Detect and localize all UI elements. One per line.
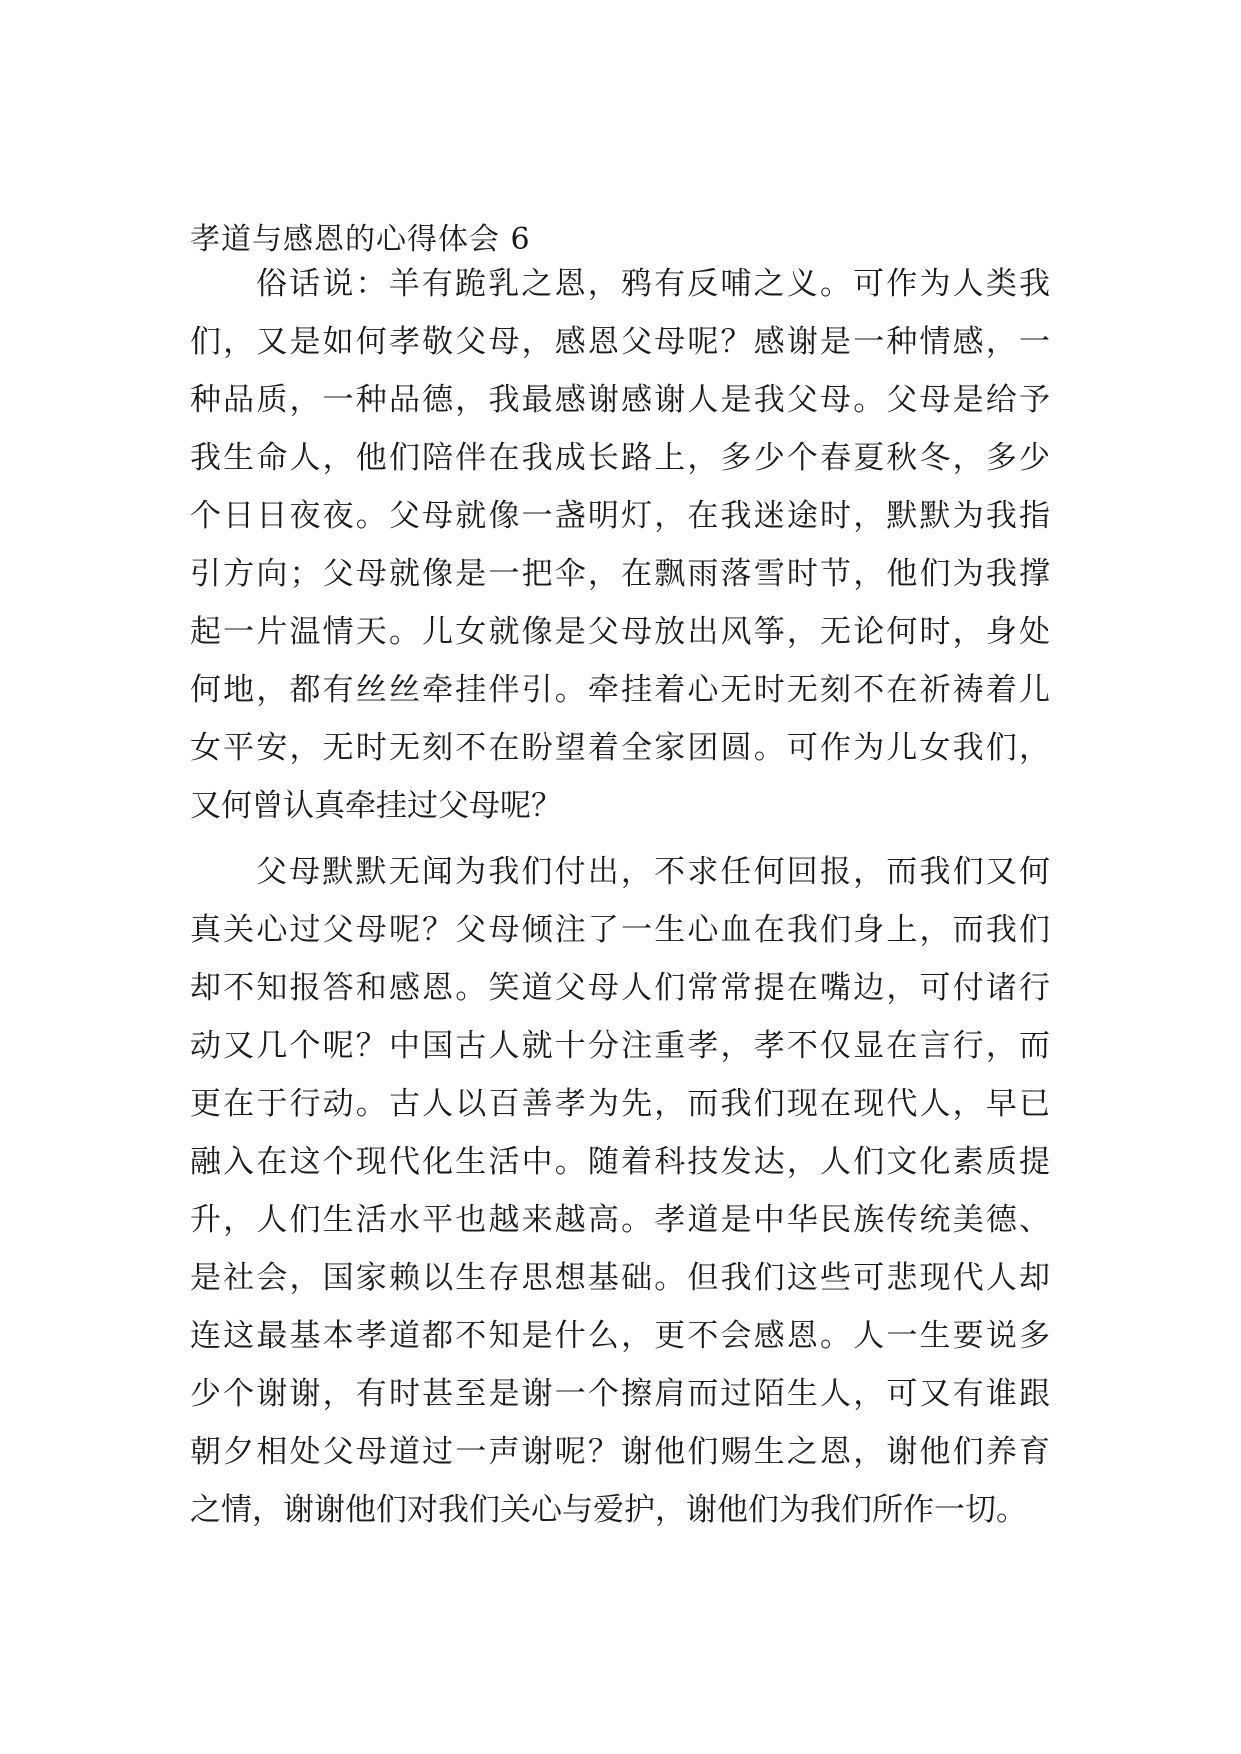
paragraph-2-line-8: 是社会，国家赖以生存思想基础。但我们这些可悲现代人却 — [190, 1260, 1050, 1296]
paragraph-1-line-5: 个日日夜夜。父母就像一盏明灯，在我迷途时，默默为我指 — [190, 498, 1050, 534]
paragraph-2-line-4: 动又几个呢？中国古人就十分注重孝，孝不仅显在言行，而 — [190, 1028, 1050, 1064]
paragraph-1-line-7: 起一片温情天。儿女就像是父母放出风筝，无论何时，身处 — [190, 614, 1050, 650]
paragraph-1-line-1: 俗话说：羊有跪乳之恩，鸦有反哺之义。可作为人类我 — [256, 266, 1050, 302]
paragraph-2-line-6: 融入在这个现代化生活中。随着科技发达，人们文化素质提 — [190, 1144, 1050, 1180]
paragraph-2-line-3: 却不知报答和感恩。笑道父母人们常常提在嘴边，可付诸行 — [190, 970, 1050, 1006]
paragraph-1-line-10: 又何曾认真牵挂过父母呢？ — [190, 788, 562, 824]
paragraph-2-line-12: 之情，谢谢他们对我们关心与爱护，谢他们为我们所作一切。 — [190, 1492, 1027, 1528]
paragraph-2-line-10: 少个谢谢，有时甚至是谢一个擦肩而过陌生人，可又有谁跟 — [190, 1376, 1050, 1412]
paragraph-1-line-8: 何地，都有丝丝牵挂伴引。牵挂着心无时无刻不在祈祷着儿 — [190, 672, 1050, 708]
paragraph-2-line-11: 朝夕相处父母道过一声谢呢？谢他们赐生之恩，谢他们养育 — [190, 1434, 1050, 1470]
paragraph-2-line-2: 真关心过父母呢？父母倾注了一生心血在我们身上，而我们 — [190, 912, 1050, 948]
paragraph-2-line-7: 升，人们生活水平也越来越高。孝道是中华民族传统美德、 — [190, 1202, 1050, 1238]
paragraph-1-line-9: 女平安，无时无刻不在盼望着全家团圆。可作为儿女我们， — [190, 730, 1050, 766]
paragraph-1-line-3: 种品质，一种品德，我最感谢感谢人是我父母。父母是给予 — [190, 382, 1050, 418]
paragraph-2-line-9: 连这最基本孝道都不知是什么，更不会感恩。人一生要说多 — [190, 1318, 1050, 1354]
paragraph-1-line-2: 们，又是如何孝敬父母，感恩父母呢？感谢是一种情感，一 — [190, 324, 1050, 360]
paragraph-1-line-4: 我生命人，他们陪伴在我成长路上，多少个春夏秋冬，多少 — [190, 440, 1050, 476]
paragraph-2-line-5: 更在于行动。古人以百善孝为先，而我们现在现代人，早已 — [190, 1086, 1050, 1122]
document-title: 孝道与感恩的心得体会 6 — [190, 222, 531, 257]
paragraph-2-line-1: 父母默默无闻为我们付出，不求任何回报，而我们又何 — [256, 854, 1050, 890]
paragraph-1-line-6: 引方向；父母就像是一把伞，在飘雨落雪时节，他们为我撑 — [190, 556, 1050, 592]
